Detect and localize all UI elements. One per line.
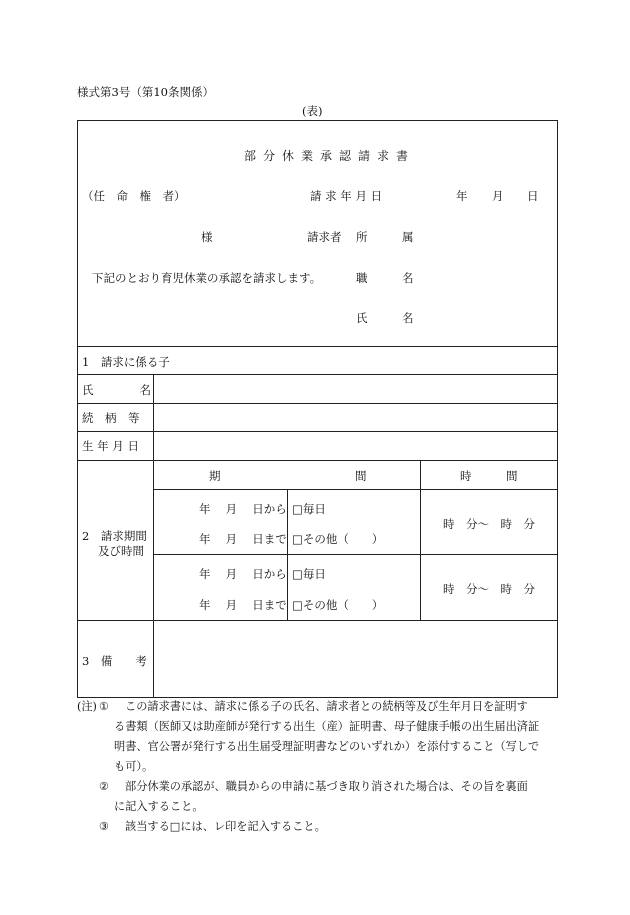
note-1-mark: ① xyxy=(99,700,110,713)
option-other-checkbox[interactable]: □その他（ ） xyxy=(292,532,384,546)
name-label: 氏 名 xyxy=(356,311,414,325)
date-month: 月 xyxy=(492,189,504,203)
request-statement: 下記のとおり育児休業の承認を請求します。 xyxy=(92,271,322,285)
period-from: 年 月 日から xyxy=(199,567,287,581)
note-2-line-2: に記入すること。 xyxy=(114,800,204,813)
side-label: (表) xyxy=(302,104,323,118)
section-period-label-2: 及び時間 xyxy=(98,544,144,558)
form-title: 部分休業承認請求書 xyxy=(244,149,416,163)
child-birthdate-label: 生 年 月 日 xyxy=(82,439,139,453)
col-time-label-2: 間 xyxy=(506,469,518,483)
request-date-label: 請 求 年 月 日 xyxy=(310,189,383,203)
option-daily-checkbox[interactable]: □毎日 xyxy=(292,502,326,516)
note-1-line-3: 明書、官公署が発行する出生届受理証明書などのいずれか）を添付すること（写しで xyxy=(114,740,540,753)
child-relationship-label: 続 柄 等 xyxy=(82,411,140,425)
note-1-line-1: この請求書には、請求に係る子の氏名、請求者との続柄等及び生年月日を証明す xyxy=(125,700,528,713)
time-range: 時 分～ 時 分 xyxy=(443,517,535,531)
section-child-label: 1 請求に係る子 xyxy=(82,355,170,369)
date-year: 年 xyxy=(456,189,468,203)
note-2-mark: ② xyxy=(99,780,110,793)
date-day: 日 xyxy=(527,189,539,203)
col-time-label: 時 xyxy=(460,469,472,483)
note-3-mark: ③ xyxy=(99,820,110,833)
section-period-label: 2 請求期間 xyxy=(82,529,147,543)
period-to: 年 月 日まで xyxy=(199,598,287,612)
note-1-line-4: も可）。 xyxy=(114,760,154,773)
requester-label: 請求者 xyxy=(307,230,342,244)
notes-prefix: (注) xyxy=(77,700,97,713)
position-label: 職 名 xyxy=(356,271,414,285)
option-other-checkbox[interactable]: □その他（ ） xyxy=(292,598,384,612)
note-2-line-1: 部分休業の承認が、職員からの申請に基づき取り消された場合は、その旨を裏面 xyxy=(125,780,528,793)
period-to: 年 月 日まで xyxy=(199,532,287,546)
note-3-line-1: 該当する□には、レ印を記入すること。 xyxy=(125,820,326,833)
col-period-label-2: 間 xyxy=(355,469,367,483)
form-id: 様式第3号（第10条関係） xyxy=(77,85,214,99)
col-period-label: 期 xyxy=(209,469,221,483)
affiliation-label: 所 属 xyxy=(356,230,414,244)
label-column-divider xyxy=(153,374,154,698)
option-daily-checkbox[interactable]: □毎日 xyxy=(292,567,326,581)
remarks-label: 3 備 考 xyxy=(82,654,147,668)
appointer-label: （任 命 権 者） xyxy=(82,189,186,203)
note-1-line-2: る書類（医師又は助産師が発行する出生（産）証明書、母子健康手帳の出生届出済証 xyxy=(114,720,540,733)
period-from: 年 月 日から xyxy=(199,502,287,516)
time-range: 時 分～ 時 分 xyxy=(443,582,535,596)
sama-label: 様 xyxy=(201,230,213,244)
child-name-label: 氏 名 xyxy=(82,383,151,397)
